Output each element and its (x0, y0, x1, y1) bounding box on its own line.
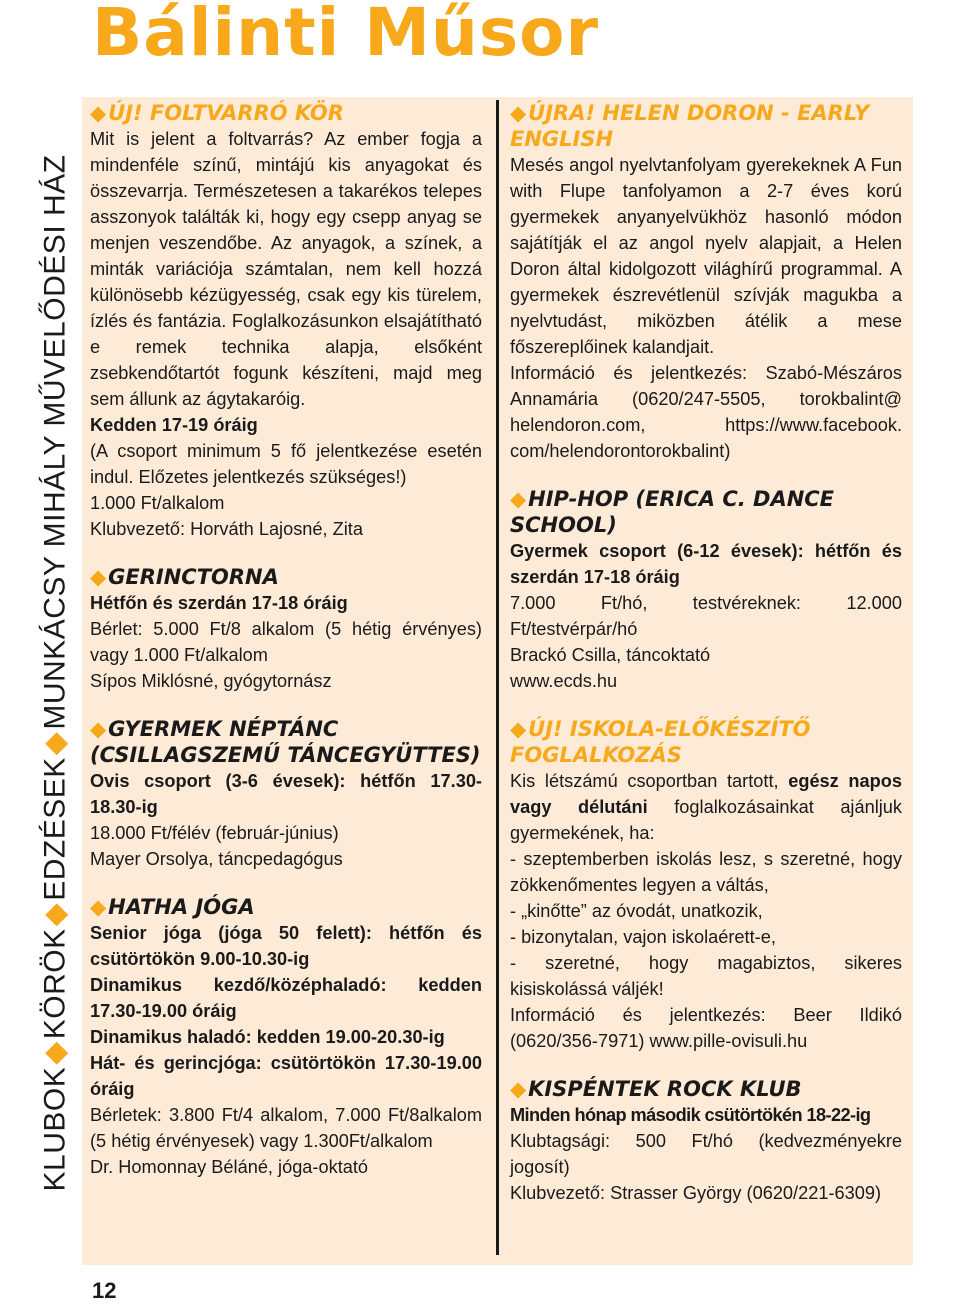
section-leader: Dr. Homonnay Béláné, jóga-oktató (90, 1157, 369, 1177)
section-schedule: Dinamikus haladó: kedden 19.00-20.30-ig (90, 1027, 445, 1047)
section-price: 18.000 Ft/félév (február-június) (90, 823, 339, 843)
list-item: - szeretné, hogy magabiztos, sikeres kisiskolássá váljék! (510, 953, 902, 999)
section-title: ◆ÚJ! FOLTVARRÓ KÖR (90, 101, 344, 125)
section-title: ◆GERINCTORNA (90, 565, 279, 589)
section-price: 1.000 Ft/alkalom (90, 493, 225, 513)
diamond-icon: ◆ (90, 717, 107, 741)
diamond-icon: ◆ (510, 101, 527, 125)
diamond-icon: ◆ (510, 487, 527, 511)
left-column (90, 100, 482, 1202)
diamond-icon: ◆ (38, 1040, 72, 1065)
list-item: - „kinőtte” az óvodát, unatkozik, (510, 901, 763, 921)
diamond-icon: ◆ (90, 895, 107, 919)
section-body: Mesés angol nyelvtanfolyam gyerekeknek A Fun with Flupe tanfolyamon a 2-7 éves korú gyermekek anyanyelvükhöz hasonló módon sajátítják el az angol nyelv alapjait, a Helen Doron által kidolgozott világhírű programmal. A gyermekek észrevétlenül szívják magukba a nyelvtudást, miközben átélik a mese főszereplőinek kalandjait. (510, 155, 902, 357)
diamond-icon: ◆ (510, 1077, 527, 1101)
section-leader: Klubvezető: Strasser György (0620/221-6309) (510, 1183, 882, 1203)
section-price: 7.000 Ft/hó, testvéreknek: 12.000 Ft/testvérpár/hó (510, 593, 902, 639)
section-leader: Sípos Miklósné, gyógytornász (90, 671, 332, 691)
section-leader: Brackó Csilla, táncoktató (510, 645, 711, 665)
section-leader: Mayer Orsolya, táncpedagógus (90, 849, 343, 869)
section-gerinctorna (90, 564, 482, 694)
sidebar-edzesek: EDZÉSEK (38, 756, 71, 901)
section-schedule: Minden hónap második csütörtökén 18-22-ig (510, 1105, 871, 1125)
section-schedule: Dinamikus kezdő/középhaladó: kedden 17.30-19.00 óráig (90, 975, 482, 1021)
section-price: Klubtagsági: 500 Ft/hó (kedvezményekre jogosít) (510, 1131, 902, 1177)
section-title: ◆ÚJRA! HELEN DORON - EARLY ENGLISH (510, 101, 870, 151)
section-hiphop (510, 486, 902, 694)
section-intro: Kis létszámú csoportban tartott, egész napos vagy délutáni foglalkozásainkat ajánljuk gyermekének, ha: (510, 771, 902, 843)
diamond-icon: ◆ (38, 902, 72, 926)
section-price: Bérletek: 3.800 Ft/4 alkalom, 7.000 Ft/8alkalom (5 hétig érvényesek) vagy 1.300Ft/alkalom (90, 1105, 482, 1151)
list-item: - szeptemberben iskolás lesz, s szeretné, hogy zökkenőmentes legyen a váltás, (510, 849, 902, 895)
vertical-sidebar-label (30, 80, 80, 1265)
section-iskola (510, 716, 902, 1054)
page-title: Bálinti Műsor (92, 0, 600, 71)
sidebar-korok: KÖRÖK (38, 927, 71, 1039)
section-schedule: Kedden 17-19 óráig (90, 415, 258, 435)
section-joga (90, 894, 482, 1180)
section-schedule: Senior jóga (jóga 50 felett): hétfőn és csütörtökön 9.00-10.30-ig (90, 923, 482, 969)
section-title: ◆KISPÉNTEK ROCK KLUB (510, 1077, 802, 1101)
section-foltvarro (90, 100, 482, 542)
section-schedule: Hát- és gerincjóga: csütörtökön 17.30-19.00 óráig (90, 1053, 482, 1099)
section-title: ◆ÚJ! ISKOLA-ELŐKÉSZÍTŐ FOGLALKOZÁS (510, 717, 811, 767)
diamond-icon: ◆ (90, 565, 107, 589)
right-column (510, 100, 902, 1228)
section-contact: Információ és jelentkezés: Szabó-Mészáros Annamária (0620/247-5505, torokbalint@ helendoron.com, https://www.facebook. com/helendorontorokbalint) (510, 363, 902, 461)
section-neptanc (90, 716, 482, 872)
section-rock-klub (510, 1076, 902, 1206)
section-title: ◆GYERMEK NÉPTÁNC (CSILLAGSZEMŰ TÁNCEGYÜTTES) (90, 717, 481, 767)
column-divider (496, 100, 499, 1255)
section-helen-doron (510, 100, 902, 464)
section-schedule: Hétfőn és szerdán 17-18 óráig (90, 593, 348, 613)
section-web: www.ecds.hu (510, 671, 618, 691)
diamond-icon: ◆ (510, 717, 527, 741)
section-schedule: Gyermek csoport (6-12 évesek): hétfőn és szerdán 17-18 óráig (510, 541, 902, 587)
sidebar-venue: MUNKÁCSY MIHÁLY MŰVELŐDÉSI HÁZ (38, 154, 71, 730)
section-note: (A csoport minimum 5 fő jelentkezése esetén indul. Előzetes jelentkezés szükséges!) (90, 441, 482, 487)
sidebar-klubok: KLUBOK (38, 1066, 71, 1191)
section-schedule: Ovis csoport (3-6 évesek): hétfőn 17.30-18.30-ig (90, 771, 482, 817)
section-price: Bérlet: 5.000 Ft/8 alkalom (5 hétig érvényes) vagy 1.000 Ft/alkalom (90, 619, 482, 665)
section-contact: Információ és jelentkezés: Beer Ildikó (0620/356-7971) www.pille-ovisuli.hu (510, 1005, 902, 1051)
section-leader: Klubvezető: Horváth Lajosné, Zita (90, 519, 363, 539)
section-title: ◆HIP-HOP (ERICA C. DANCE SCHOOL) (510, 487, 835, 537)
list-item: - bizonytalan, vajon iskolaérett-e, (510, 927, 776, 947)
diamond-icon: ◆ (38, 731, 72, 755)
diamond-icon: ◆ (90, 101, 107, 125)
section-body: Mit is jelent a foltvarrás? Az ember fogja a mindenféle színű, mintájú kis anyagokat és összevarrja. Természetesen a takarékos telepes asszonyok találták ki, hogy egy csepp anyag se menjen veszendőbe. Az anyagok, a színek, a minták variációja számtalan, nem kell hozzá különösebb kézügyesség, csak egy kis türelem, ízlés és fantázia. Foglalkozásunkon elsajátítható e remek technika alapja, elsőként zsebkendőtartót fogunk készíteni, majd meg sem állunk az ágytakaróig. (90, 129, 482, 409)
section-title: ◆HATHA JÓGA (90, 895, 255, 919)
page-number: 12 (92, 1278, 117, 1303)
